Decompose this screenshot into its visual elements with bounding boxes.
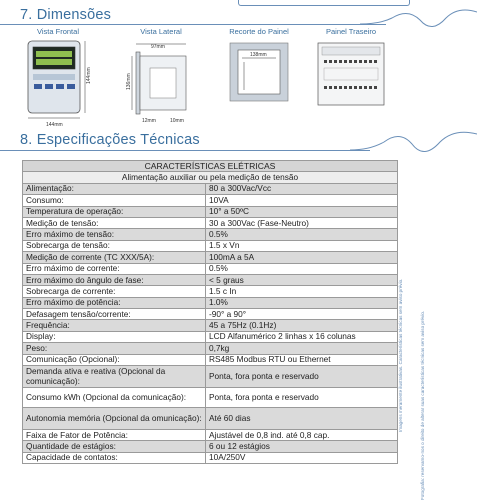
row-label: Defasagem tensão/corrente: bbox=[23, 309, 206, 320]
side-view-label: Vista Lateral bbox=[140, 27, 182, 36]
section-7-rule bbox=[0, 24, 386, 25]
row-label: Erro máximo do ângulo de fase: bbox=[23, 274, 206, 285]
row-label: Erro máximo de corrente: bbox=[23, 263, 206, 274]
table-row bbox=[23, 240, 398, 251]
row-label: Erro máximo de potência: bbox=[23, 297, 206, 308]
row-value: 1.5 c In bbox=[206, 286, 398, 297]
row-label: Demanda ativa e reativa (Opcional da comunicação): bbox=[23, 366, 206, 388]
rear-view-drawing bbox=[314, 38, 388, 118]
row-label: Quantidade de estágios: bbox=[23, 441, 206, 452]
table-row bbox=[23, 195, 398, 206]
row-value: 1.0% bbox=[206, 297, 398, 308]
table-subheader-row bbox=[23, 172, 398, 183]
table-row bbox=[23, 441, 398, 452]
rear-view-label: Painel Traseiro bbox=[325, 27, 377, 36]
rear-view bbox=[314, 27, 388, 118]
table-row bbox=[23, 320, 398, 331]
row-label: Faixa de Fator de Potência: bbox=[23, 430, 206, 441]
section-8-rule bbox=[0, 150, 370, 151]
table-row bbox=[23, 217, 398, 228]
table-row bbox=[23, 430, 398, 441]
table-row bbox=[23, 252, 398, 263]
row-label: Peso: bbox=[23, 343, 206, 354]
row-value: 100mA a 5A bbox=[206, 252, 398, 263]
row-label: Erro máximo de tensão: bbox=[23, 229, 206, 240]
row-value: 45 a 75Hz (0.1Hz) bbox=[206, 320, 398, 331]
table-row bbox=[23, 183, 398, 194]
row-value: 0.5% bbox=[206, 263, 398, 274]
table-row bbox=[23, 286, 398, 297]
cutout-view-label: Recorte do Painel bbox=[229, 27, 289, 36]
table-row bbox=[23, 388, 398, 408]
side-note-2-text: Fotografia: reservamo-nos o direito de alterar suas características técnicas sem aviso prévio. bbox=[420, 310, 425, 500]
dimension-views bbox=[14, 27, 388, 131]
row-value: 10A/250V bbox=[206, 452, 398, 463]
side-note-2 bbox=[420, 240, 428, 500]
row-value: Ponta, fora ponta e reservado bbox=[206, 388, 398, 408]
row-value: 30 a 300Vac (Fase-Neutro) bbox=[206, 217, 398, 228]
row-value: 6 ou 12 estágios bbox=[206, 441, 398, 452]
front-view-drawing bbox=[22, 38, 94, 128]
side-view bbox=[126, 27, 196, 128]
row-label: Sobrecarga de tensão: bbox=[23, 240, 206, 251]
table-row bbox=[23, 354, 398, 365]
side-view-drawing bbox=[126, 38, 196, 128]
section-7-title: 7. Dimensões bbox=[20, 7, 112, 23]
table-row bbox=[23, 331, 398, 342]
row-value: Até 60 dias bbox=[206, 408, 398, 430]
row-value: 10° a 50ºC bbox=[206, 206, 398, 217]
section-8-title: 8. Especificações Técnicas bbox=[20, 132, 200, 148]
table-row bbox=[23, 343, 398, 354]
row-value: 80 a 300Vac/Vcc bbox=[206, 183, 398, 194]
row-value: LCD Alfanumérico 2 linhas x 16 colunas bbox=[206, 331, 398, 342]
row-value: < 5 graus bbox=[206, 274, 398, 285]
table-row bbox=[23, 452, 398, 463]
row-label: Alimentação: bbox=[23, 183, 206, 194]
front-width-dim: 144mm bbox=[46, 122, 63, 128]
side-dim-b: 10mm bbox=[170, 118, 184, 124]
wave-decoration-2 bbox=[350, 128, 477, 162]
cutout-view-drawing bbox=[226, 38, 292, 118]
table-row bbox=[23, 309, 398, 320]
side-note bbox=[398, 162, 406, 432]
row-value: RS485 Modbus RTU ou Ethernet bbox=[206, 354, 398, 365]
row-label: Sobrecarga de corrente: bbox=[23, 286, 206, 297]
table-row bbox=[23, 206, 398, 217]
row-value: 10VA bbox=[206, 195, 398, 206]
table-row bbox=[23, 408, 398, 430]
row-label: Consumo kWh (Opcional da comunicação): bbox=[23, 388, 206, 408]
row-value: 1.5 x Vn bbox=[206, 240, 398, 251]
row-label: Temperatura de operação: bbox=[23, 206, 206, 217]
row-value: 0,7kg bbox=[206, 343, 398, 354]
spec-table bbox=[22, 160, 398, 464]
cutout-size-dim: 138mm bbox=[250, 52, 267, 58]
table-row bbox=[23, 274, 398, 285]
front-view-label: Vista Frontal bbox=[37, 27, 79, 36]
row-label: Medição de corrente (TC XXX/5A): bbox=[23, 252, 206, 263]
row-value: Ajustável de 0,8 ind. até 0,8 cap. bbox=[206, 430, 398, 441]
cutout-view bbox=[226, 27, 292, 118]
side-depth-dim: 97mm bbox=[151, 44, 165, 50]
row-value: 0.5% bbox=[206, 229, 398, 240]
table-row bbox=[23, 229, 398, 240]
table-header: CARACTERÍSTICAS ELÉTRICAS bbox=[23, 161, 398, 172]
top-tab bbox=[238, 0, 410, 6]
row-label: Capacidade de contatos: bbox=[23, 452, 206, 463]
side-note-text: Imagens meramente ilustrativas. Características técnicas sem aviso prévio. bbox=[398, 278, 403, 432]
side-dim-a: 12mm bbox=[142, 118, 156, 124]
table-subheader: Alimentação auxiliar ou pela medição de tensão bbox=[23, 172, 398, 183]
row-value: -90° a 90° bbox=[206, 309, 398, 320]
table-row bbox=[23, 366, 398, 388]
row-value: Ponta, fora ponta e reservado bbox=[206, 366, 398, 388]
row-label: Frequência: bbox=[23, 320, 206, 331]
table-row bbox=[23, 263, 398, 274]
row-label: Consumo: bbox=[23, 195, 206, 206]
row-label: Display: bbox=[23, 331, 206, 342]
front-view bbox=[22, 27, 94, 128]
row-label: Medição de tensão: bbox=[23, 217, 206, 228]
side-height-dim: 136mm bbox=[126, 73, 132, 90]
row-label: Comunicação (Opcional): bbox=[23, 354, 206, 365]
table-row bbox=[23, 297, 398, 308]
front-height-dim: 144mm bbox=[86, 67, 92, 84]
row-label: Autonomia memória (Opcional da omunicação): bbox=[23, 408, 206, 430]
table-header-row bbox=[23, 161, 398, 172]
